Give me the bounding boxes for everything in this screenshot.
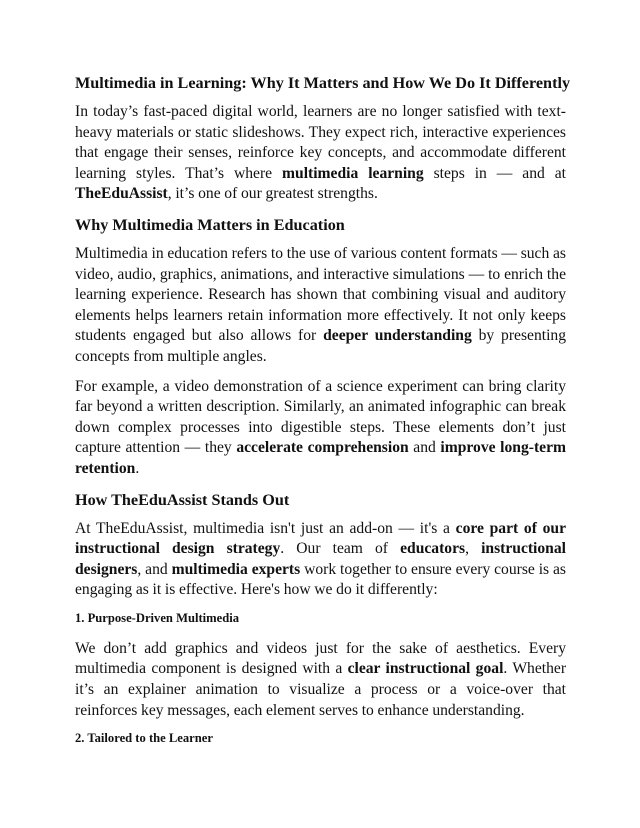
bold-emphasis: deeper understanding: [323, 327, 472, 345]
section-heading-stands-out: How TheEduAssist Stands Out: [75, 490, 290, 509]
paragraph-stands-out: At TheEduAssist, multimedia isn't just an add-on — it's a core part of our instructional design strategy. Our team of educators, instructional designers, and multimedia experts work together to ensure every course is as engaging as it is effective. Here's how we do it differently:: [75, 519, 566, 599]
bold-emphasis: accelerate comprehension: [236, 439, 409, 457]
document-title: Multimedia in Learning: Why It Matters and How We Do It Differently: [75, 74, 571, 92]
bold-emphasis: clear instructional goal: [347, 660, 504, 678]
paragraph-purpose-driven: We don’t add graphics and videos just for the sake of aesthetics. Every multimedia component is designed with a clear instructional goal. Whether it’s an explainer animation to visualize a process or a voice-over that reinforces key messages, each element serves to enhance understanding.: [75, 639, 567, 719]
intro-paragraph: In today’s fast-paced digital world, learners are no longer satisfied with text-heavy materials or static slideshows. They expect rich, interactive experiences that engage their senses, reinforce key concepts, and accommodate different learning styles. That’s where multimedia learning steps in — and at TheEduAssist, it’s one of our greatest strengths.: [75, 103, 566, 203]
bold-emphasis: instructional designers: [75, 540, 566, 578]
bold-emphasis: TheEduAssist: [75, 185, 168, 203]
section-heading-why-multimedia: Why Multimedia Matters in Education: [75, 215, 345, 234]
paragraph-example: For example, a video demonstration of a science experiment can bring clarity far beyond a written description. Similarly, an animated infographic can break down complex processes into digestible steps. These elements don’t just capture attention — they accelerate comprehension and improve long-term retention.: [75, 377, 566, 477]
document-page: [75, 72, 571, 757]
subheading-tailored-learner: 2. Tailored to the Learner: [75, 731, 213, 746]
bold-emphasis: core part of our instructional design strategy: [75, 519, 566, 558]
paragraph-multimedia-definition: Multimedia in education refers to the use of various content formats — such as video, audio, graphics, animations, and interactive simulations — to enrich the learning experience. Research has shown that combining visual and auditory elements helps learners retain information more effectively. It not only keeps students engaged but also allows for deeper understanding by presenting concepts from multiple angles.: [75, 244, 567, 365]
bold-emphasis: multimedia learning: [282, 164, 424, 182]
bold-emphasis: improve long-term retention: [75, 439, 566, 477]
subheading-purpose-driven: 1. Purpose-Driven Multimedia: [75, 610, 240, 625]
bold-emphasis: educators: [400, 540, 466, 558]
bold-emphasis: multimedia experts: [171, 560, 301, 578]
